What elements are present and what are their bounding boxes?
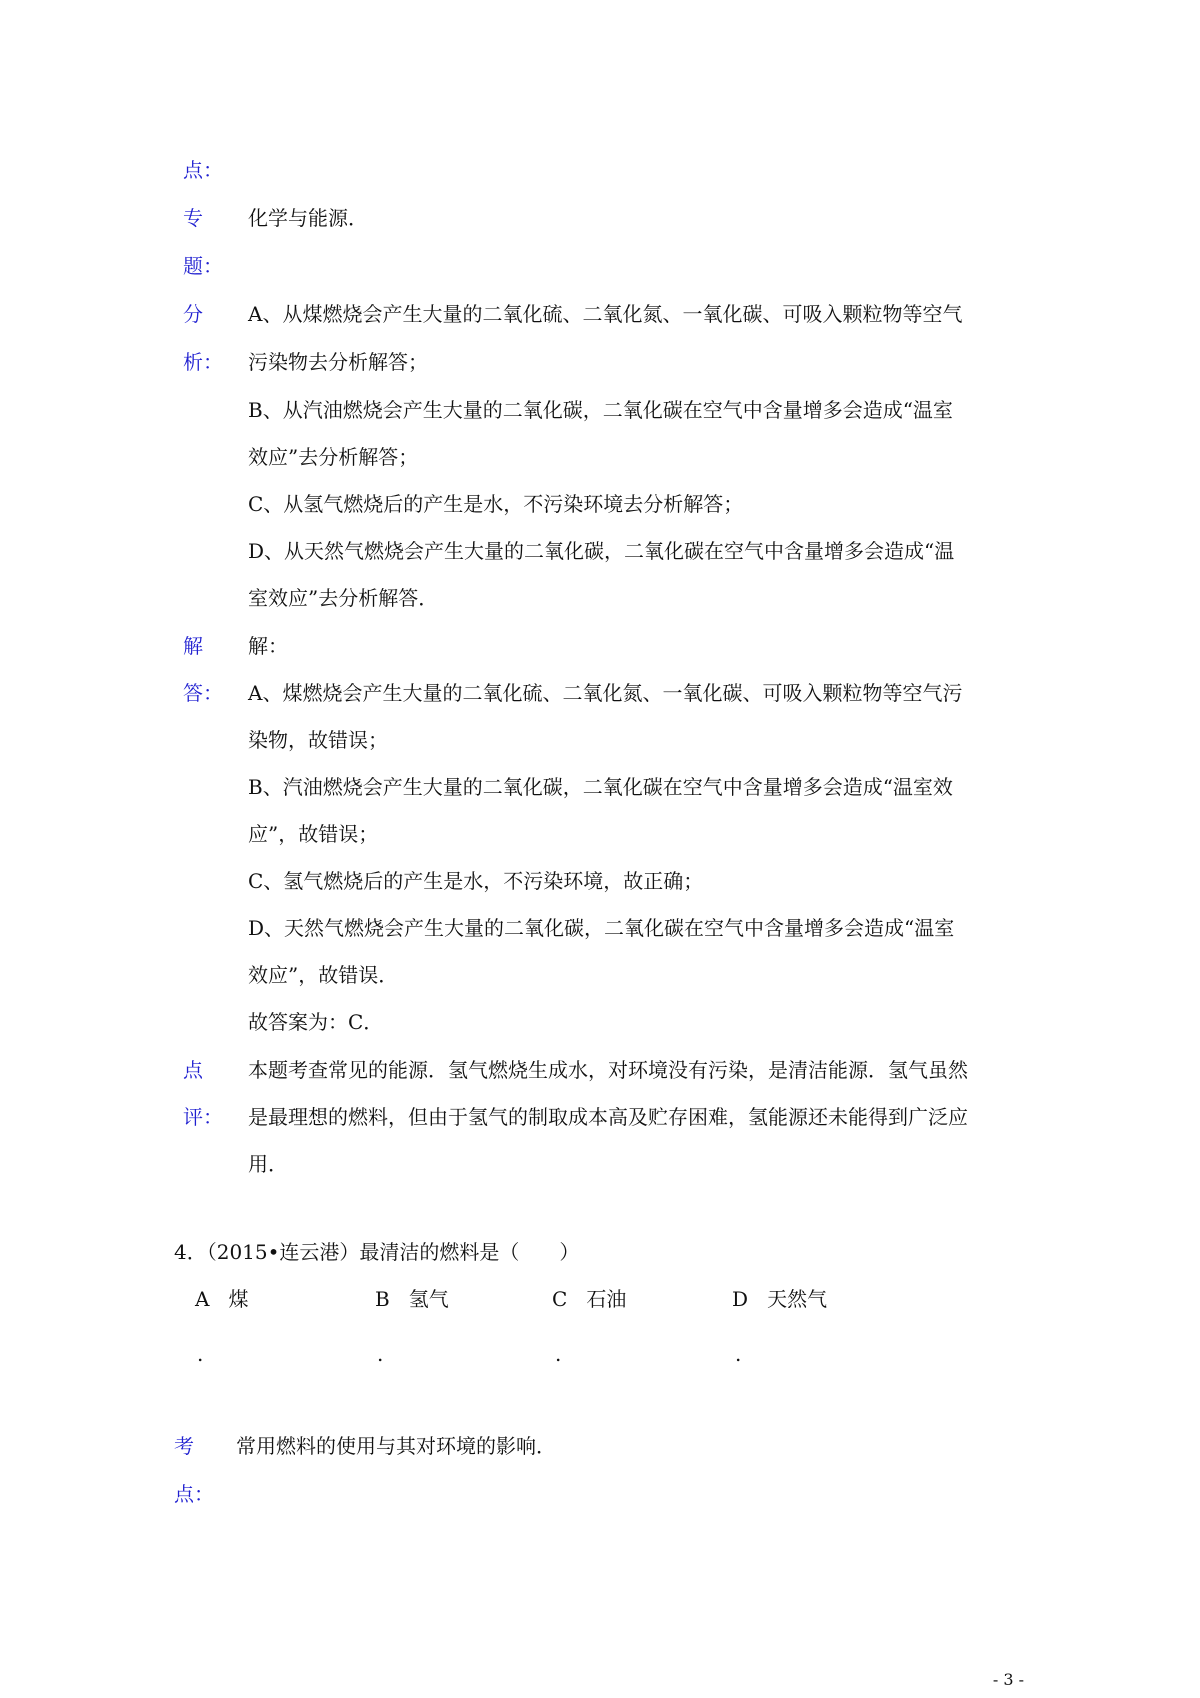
option-text: 石油 bbox=[586, 1287, 627, 1311]
answer-line: 故答案为：C． bbox=[248, 1010, 384, 1034]
option-d-dot: . bbox=[735, 1342, 742, 1366]
comment-line: 用． bbox=[248, 1152, 288, 1176]
label-ti: 题： bbox=[183, 254, 223, 278]
option-text: 煤 bbox=[228, 1287, 249, 1311]
answer-line: B、汽油燃烧会产生大量的二氧化碳，二氧化碳在空气中含量增多会造成“温室效 bbox=[248, 775, 953, 799]
analysis-line: 污染物去分析解答； bbox=[248, 350, 428, 374]
label-dian2: 点 bbox=[183, 1058, 203, 1082]
option-b bbox=[375, 1285, 449, 1313]
option-text: 氢气 bbox=[408, 1287, 449, 1311]
answer-line: C、氢气燃烧后的产生是水，不污染环境，故正确； bbox=[248, 869, 704, 893]
analysis-line: D、从天然气燃烧会产生大量的二氧化碳，二氧化碳在空气中含量增多会造成“温 bbox=[248, 539, 955, 563]
option-letter: A bbox=[195, 1287, 210, 1311]
comment-line: 是最理想的燃料，但由于氢气的制取成本高及贮存困难，氢能源还未能得到广泛应 bbox=[248, 1105, 968, 1129]
label-fen: 分 bbox=[183, 302, 203, 326]
answer-line: 染物，故错误； bbox=[248, 728, 388, 752]
label-kao: 考 bbox=[174, 1434, 194, 1458]
analysis-line: 效应”去分析解答； bbox=[248, 445, 419, 469]
label-da: 答： bbox=[183, 681, 223, 705]
analysis-line: C、从氢气燃烧后的产生是水，不污染环境去分析解答； bbox=[248, 492, 744, 516]
topic-text: 化学与能源． bbox=[248, 206, 368, 230]
option-c bbox=[552, 1285, 626, 1313]
option-c-dot: . bbox=[555, 1342, 562, 1366]
analysis-line: 室效应”去分析解答． bbox=[248, 586, 439, 610]
label-jie: 解 bbox=[183, 634, 203, 658]
question-4-stem: 4．（2015•连云港）最清洁的燃料是（ ） bbox=[174, 1240, 580, 1264]
option-letter: D bbox=[732, 1287, 749, 1311]
option-letter: C bbox=[552, 1287, 568, 1311]
answer-line: D、天然气燃烧会产生大量的二氧化碳，二氧化碳在空气中含量增多会造成“温室 bbox=[248, 916, 955, 940]
analysis-line: B、从汽油燃烧会产生大量的二氧化碳，二氧化碳在空气中含量增多会造成“温室 bbox=[248, 398, 953, 422]
answer-line: 应”，故错误； bbox=[248, 822, 379, 846]
option-letter: B bbox=[375, 1287, 390, 1311]
label-ping: 评： bbox=[183, 1105, 223, 1129]
analysis-line: A、从煤燃烧会产生大量的二氧化硫、二氧化氮、一氧化碳、可吸入颗粒物等空气 bbox=[248, 302, 963, 326]
test-point-text: 常用燃料的使用与其对环境的影响． bbox=[236, 1434, 556, 1458]
option-a-dot: . bbox=[197, 1342, 204, 1366]
comment-line: 本题考查常见的能源．氢气燃烧生成水，对环境没有污染，是清洁能源．氢气虽然 bbox=[248, 1058, 968, 1082]
page-number: - 3 - bbox=[992, 1670, 1024, 1689]
option-text: 天然气 bbox=[767, 1287, 828, 1311]
option-d bbox=[732, 1285, 827, 1313]
label-dian: 点： bbox=[183, 158, 223, 182]
option-b-dot: . bbox=[377, 1342, 384, 1366]
label-xi: 析： bbox=[183, 350, 223, 374]
label-zhuan: 专 bbox=[183, 206, 203, 230]
answer-line: 效应”，故错误． bbox=[248, 963, 399, 987]
answer-line: A、煤燃烧会产生大量的二氧化硫、二氧化氮、一氧化碳、可吸入颗粒物等空气污 bbox=[248, 681, 963, 705]
answer-line: 解： bbox=[248, 634, 288, 658]
option-a bbox=[195, 1285, 249, 1313]
label-dian: 点： bbox=[174, 1482, 214, 1506]
